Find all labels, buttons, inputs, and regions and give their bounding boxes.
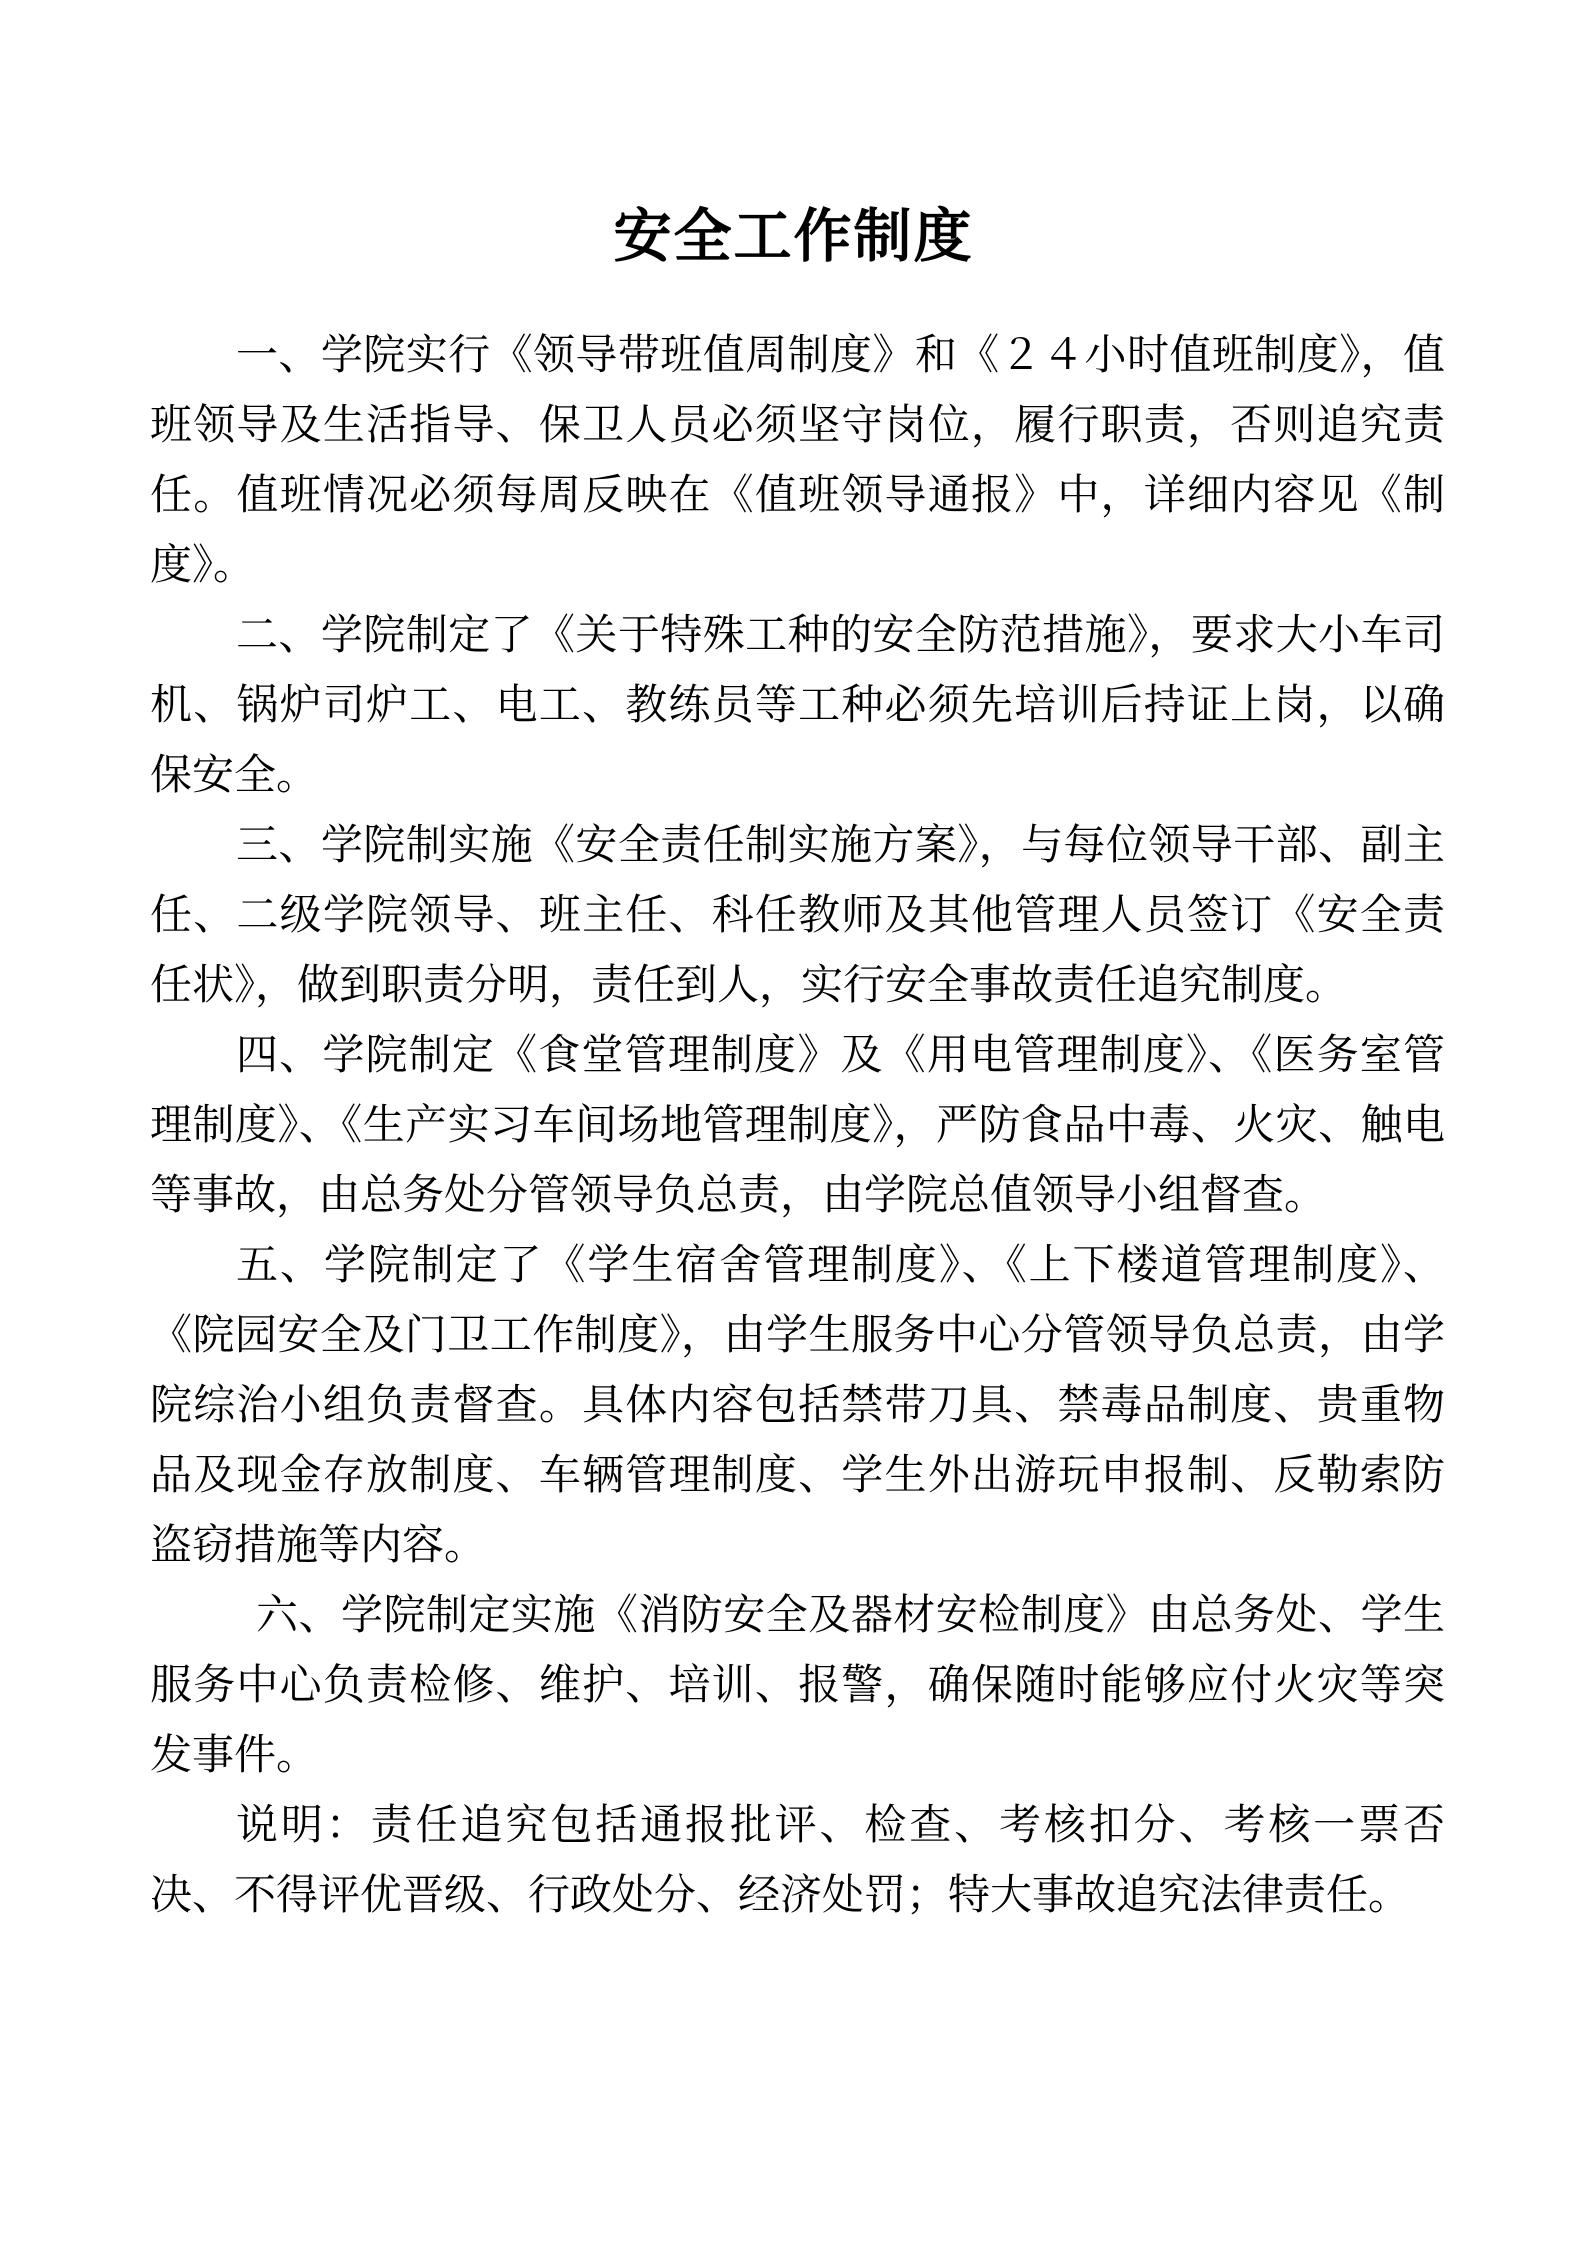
paragraph-4: 四、学院制定《食堂管理制度》及《用电管理制度》、《医务室管理制度》、《生产实习车间场地管理制度》，严防食品中毒、火灾、触电等事故，由总务处分管领导负总责，由学院总值领导小组督查。 — [150, 1030, 1445, 1219]
document-body — [150, 320, 1445, 1930]
paragraph-2: 二、学院制定了《关于特殊工种的安全防范措施》，要求大小车司机、锅炉司炉工、电工、教练员等工种必须先培训后持证上岗，以确保安全。 — [150, 610, 1445, 799]
paragraph-3: 三、学院制实施《安全责任制实施方案》，与每位领导干部、副主任、二级学院领导、班主任、科任教师及其他管理人员签订《安全责任状》，做到职责分明，责任到人，实行安全事故责任追究制度。 — [150, 820, 1445, 1009]
paragraph-6: 六、学院制定实施《消防安全及器材安检制度》由总务处、学生服务中心负责检修、维护、培训、报警，确保随时能够应付火灾等突发事件。 — [150, 1590, 1445, 1779]
note-paragraph: 说明：责任追究包括通报批评、检查、考核扣分、考核一票否决、不得评优晋级、行政处分、经济处罚；特大事故追究法律责任。 — [150, 1800, 1445, 1919]
paragraph-5: 五、学院制定了《学生宿舍管理制度》、《上下楼道管理制度》、《院园安全及门卫工作制度》，由学生服务中心分管领导负总责，由学院综治小组负责督查。具体内容包括禁带刀具、禁毒品制度、贵重物品及现金存放制度、车辆管理制度、学生外出游玩申报制、反勒索防盗窃措施等内容。 — [150, 1240, 1445, 1569]
document-title: 安全工作制度 — [613, 202, 974, 270]
paragraph-1: 一、学院实行《领导带班值周制度》和《２４小时值班制度》，值班领导及生活指导、保卫人员必须坚守岗位，履行职责，否则追究责任。值班情况必须每周反映在《值班领导通报》中，详细内容见《制度》。 — [150, 330, 1445, 589]
